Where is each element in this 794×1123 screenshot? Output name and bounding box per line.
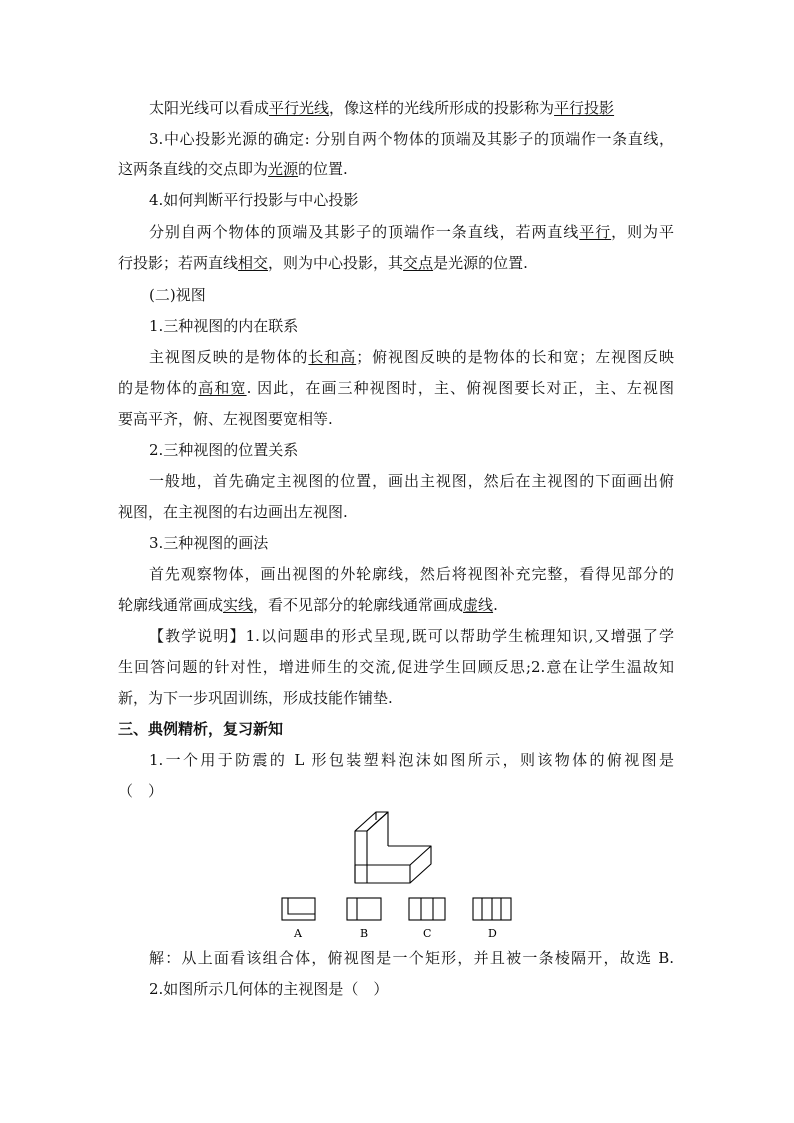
option-a-label: A — [294, 927, 302, 940]
item3-line1: 3.中心投影光源的确定: 分别自两个物体的顶端及其影子的顶端作一条直线， — [149, 130, 674, 148]
q1-line1: 1.一个用于防震的 L 形包装塑料泡沫如图所示，则该物体的俯视图是 — [149, 751, 674, 769]
teaching-note-line2: 生回答问题的针对性，增进师生的交流,促进学生回顾反思;2.意在让学生温故知 — [118, 658, 674, 676]
option-b-view — [347, 898, 381, 920]
option-c-view — [409, 898, 445, 920]
underlined-answer: 平行投影 — [554, 99, 615, 117]
views-item2-line1: 一般地，首先确定主视图的位置，画出主视图，然后在主视图的下面画出俯 — [149, 472, 674, 490]
item3-line2: 这两条直线的交点即为光源的位置. — [118, 160, 348, 178]
q1-solution: 解：从上面看该组合体，俯视图是一个矩形，并且被一条棱隔开，故选 B. — [149, 949, 674, 967]
views-item3-title: 3.三种视图的画法 — [149, 534, 269, 552]
views-item3-line2: 轮廓线通常画成实线，看不见部分的轮廓线通常画成虚线. — [118, 596, 498, 614]
views-item1-title: 1.三种视图的内在联系 — [149, 317, 299, 335]
q2-line: 2.如图所示几何体的主视图是（ ） — [149, 980, 389, 998]
underlined-answer: 高和宽 — [198, 379, 247, 397]
views-heading: (二)视图 — [149, 286, 206, 304]
underlined-answer: 平行 — [579, 223, 612, 241]
views-item2-line2: 视图，在主视图的右边画出左视图. — [118, 503, 348, 521]
parallel-light-line: 太阳光线可以看成平行光线，像这样的光线所形成的投影称为平行投影 — [149, 99, 615, 117]
option-c-label: C — [423, 927, 432, 940]
underlined-answer: 交点 — [403, 254, 434, 272]
item4-line1: 分别自两个物体的顶端及其影子的顶端作一条直线，若两直线平行，则为平 — [149, 223, 674, 241]
views-item1-line2: 的是物体的高和宽. 因此，在画三种视图时，主、俯视图要长对正，主、左视图 — [118, 379, 674, 397]
option-d-view — [473, 898, 511, 920]
teaching-note-line3: 新，为下一步巩固训练，形成技能作铺垫. — [118, 689, 393, 707]
item4-line2: 行投影；若两直线相交，则为中心投影，其交点是光源的位置. — [118, 254, 528, 272]
views-item1-line1: 主视图反映的是物体的长和高；俯视图反映的是物体的长和宽；左视图反映 — [149, 348, 674, 366]
item4-title: 4.如何判断平行投影与中心投影 — [149, 191, 359, 209]
l-shape-figure — [270, 800, 530, 945]
l-shape-3d-drawing — [355, 812, 431, 883]
option-d-label: D — [488, 927, 497, 940]
underlined-answer: 虚线 — [463, 596, 494, 614]
section3-heading: 三、典例精析，复习新知 — [118, 720, 284, 738]
teaching-note-line1: 【教学说明】1.以问题串的形式呈现,既可以帮助学生梳理知识,又增强了学 — [149, 627, 674, 645]
option-b-label: B — [360, 927, 369, 940]
views-item1-line3: 要高平齐，俯、左视图要宽相等. — [118, 410, 333, 428]
views-item2-title: 2.三种视图的位置关系 — [149, 441, 299, 459]
underlined-answer: 长和高 — [308, 348, 357, 366]
underlined-answer: 光源 — [268, 160, 299, 178]
option-a-view — [282, 898, 315, 920]
underlined-answer: 实线 — [223, 596, 254, 614]
q1-line2: （ ） — [118, 782, 164, 800]
underlined-answer: 相交 — [238, 254, 269, 272]
views-item3-line1: 首先观察物体，画出视图的外轮廓线，然后将视图补充完整，看得见部分的 — [149, 565, 674, 583]
underlined-answer: 平行光线 — [269, 99, 330, 117]
